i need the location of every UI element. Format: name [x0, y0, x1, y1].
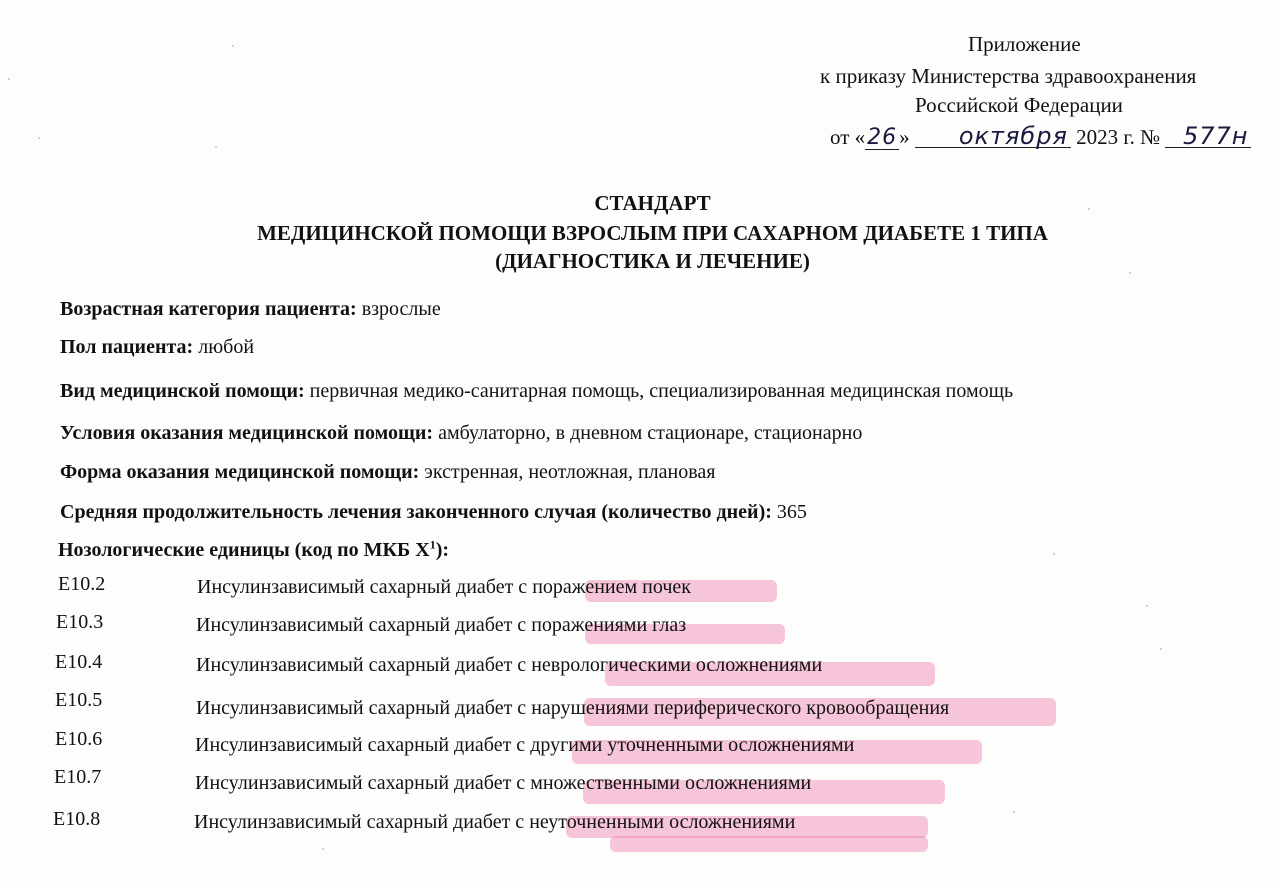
field-label: Условия оказания медицинской помощи: [60, 422, 434, 444]
highlighted-text: поражением почек [532, 576, 691, 598]
scan-speckle [322, 848, 324, 850]
date-mid: » [899, 125, 910, 149]
date-year-number: 2023 г. № [1076, 125, 1161, 149]
title-line-2: МЕДИЦИНСКОЙ ПОМОЩИ ВЗРОСЛЫМ ПРИ САХАРНОМ ДИАБЕТЕ 1 ТИПА [257, 221, 1048, 245]
icd-code: E10.6 [55, 728, 103, 750]
title-line-1: СТАНДАРТ [594, 191, 711, 215]
field-sex [60, 336, 254, 359]
icd-code: E10.5 [55, 689, 103, 711]
nosology-heading-text: Нозологические единицы (код по МКБ X [58, 538, 430, 561]
field-label: Средняя продолжительность лечения законченного случая (количество дней): [60, 501, 772, 523]
scan-speckle [1146, 605, 1148, 607]
date-prefix: от « [830, 125, 866, 149]
icd-description [197, 576, 691, 599]
icd-description [194, 811, 795, 834]
field-value: амбулаторно, в дневном стационаре, стационарно [438, 422, 863, 444]
description-prefix: Инсулинзависимый сахарный диабет с [195, 734, 526, 756]
footnote-marker: 1 [429, 537, 436, 551]
field-treatment-duration [60, 501, 807, 524]
field-label: Пол пациента: [60, 336, 194, 358]
description-prefix: Инсулинзависимый сахарный диабет с [196, 697, 527, 719]
scan-speckle [1160, 648, 1162, 650]
field-value: 365 [776, 501, 807, 523]
nosology-heading [58, 537, 449, 562]
description-prefix: Инсулинзависимый сахарный диабет с [196, 654, 527, 676]
title-line-3: (ДИАГНОСТИКА И ЛЕЧЕНИЕ) [495, 249, 810, 273]
icd-code: E10.8 [53, 808, 101, 830]
icd-description [195, 772, 811, 795]
scan-speckle [1053, 553, 1055, 555]
icd-description [196, 697, 949, 720]
appendix-line-2: к приказу Министерства здравоохранения [820, 64, 1197, 88]
appendix-line-1: Приложение [968, 32, 1081, 56]
field-value: любой [198, 336, 255, 358]
field-care-type [60, 380, 1013, 403]
field-value: первичная медико-санитарная помощь, специализированная медицинская помощь [309, 380, 1014, 402]
highlighted-text: множественными осложнениями [530, 772, 812, 794]
handwritten-order-number: 577н [1165, 125, 1251, 148]
highlighted-text: другими уточненными осложнениями [530, 734, 855, 756]
icd-description [196, 654, 822, 677]
description-prefix: Инсулинзависимый сахарный диабет с [194, 811, 525, 833]
icd-code: E10.2 [58, 573, 106, 595]
pink-highlight-mark [610, 836, 928, 852]
description-prefix: Инсулинзависимый сахарный диабет с [197, 576, 528, 598]
scan-speckle [215, 146, 217, 148]
handwritten-day: 26 [867, 125, 898, 150]
highlighted-text: нарушениями периферического кровообращения [531, 697, 950, 719]
field-label: Возрастная категория пациента: [60, 298, 357, 320]
appendix-line-3: Российской Федерации [915, 93, 1123, 117]
field-label: Вид медицинской помощи: [60, 380, 305, 402]
field-value: экстренная, неотложная, плановая [424, 461, 716, 483]
scan-speckle [8, 78, 10, 80]
icd-description [195, 734, 854, 757]
highlighted-text: поражениями глаз [531, 614, 687, 636]
field-care-conditions [60, 422, 862, 445]
field-age-category [60, 298, 441, 321]
description-prefix: Инсулинзависимый сахарный диабет с [195, 772, 526, 794]
icd-code: E10.4 [55, 651, 103, 673]
icd-code: E10.7 [54, 766, 102, 788]
scan-speckle [38, 137, 40, 139]
field-care-form [60, 461, 715, 484]
icd-code: E10.3 [56, 611, 104, 633]
icd-description [196, 614, 686, 637]
appendix-date-line [830, 124, 1251, 150]
handwritten-month: октября [915, 125, 1071, 148]
scan-speckle [232, 45, 234, 47]
highlighted-text: неврологическими осложнениями [531, 654, 823, 676]
description-prefix: Инсулинзависимый сахарный диабет с [196, 614, 527, 636]
field-label: Форма оказания медицинской помощи: [60, 461, 420, 483]
highlighted-text: неуточненными осложнениями [529, 811, 796, 833]
field-value: взрослые [361, 298, 441, 320]
scan-speckle [1013, 811, 1015, 813]
nosology-heading-end: ): [435, 538, 450, 561]
